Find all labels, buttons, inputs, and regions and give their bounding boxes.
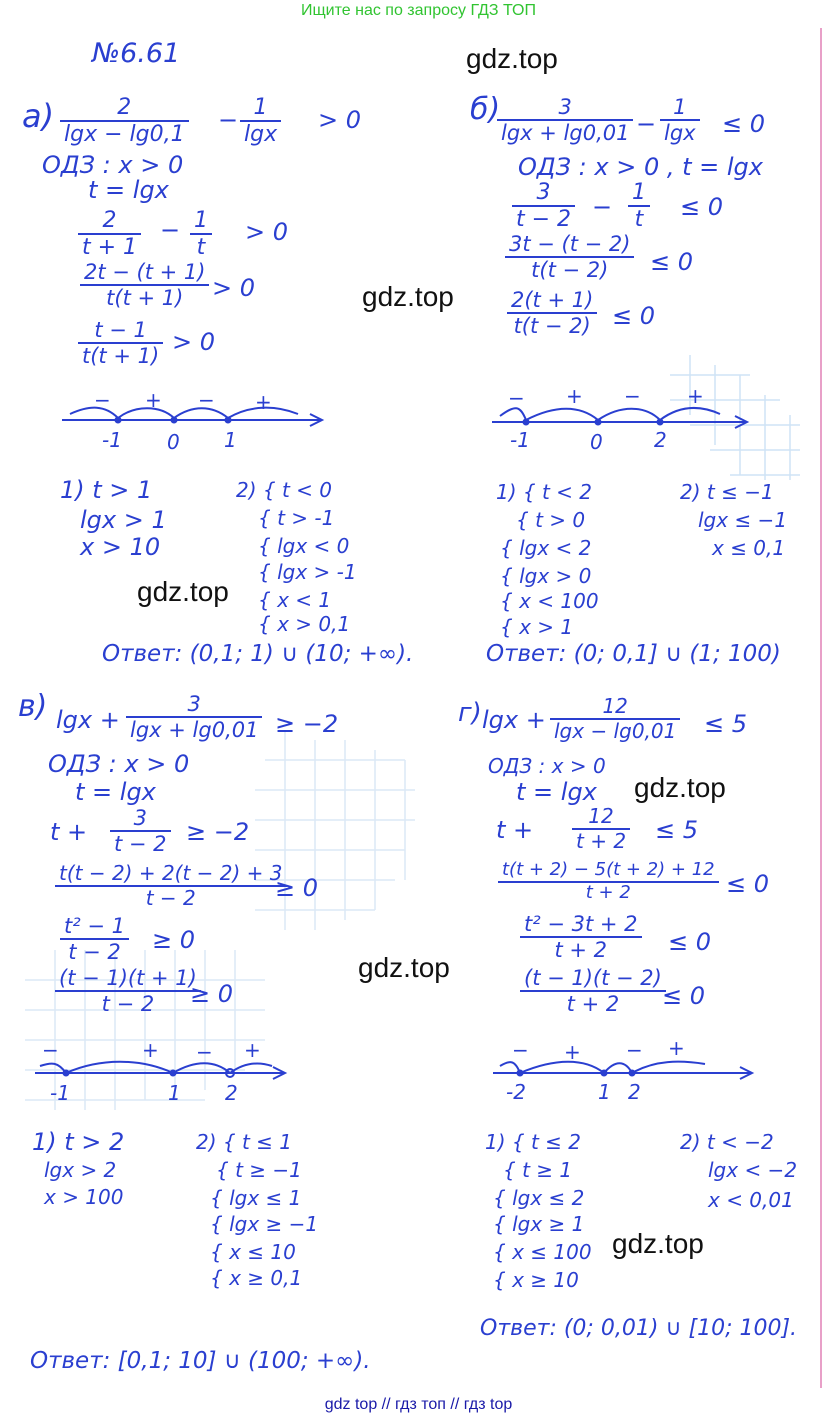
part-a-point-3: 1 [224, 428, 237, 452]
part-b-case2-line-3: x ≤ 0,1 [712, 536, 786, 560]
part-v-case2-line-4: { lgx ≥ −1 [210, 1212, 319, 1236]
part-v-substitution: t = lgx [75, 778, 156, 806]
part-b-sign-2: + [566, 384, 583, 408]
part-a-odz: ОДЗ : x > 0 [42, 151, 184, 179]
part-a-case2-line-4: { lgx > -1 [258, 560, 357, 584]
part-b-step1-fraction-2: 1 t [628, 180, 650, 233]
part-v-step1-tail: ≥ −2 [186, 818, 250, 846]
part-b-step2-fraction: 3t − (t − 2) t(t − 2) [505, 232, 634, 282]
part-b-case1-line-3: { lgx < 2 [500, 536, 592, 560]
part-v-fraction: 3 lgx + lg0,01 [126, 692, 262, 742]
part-a-case2-line-3: { lgx < 0 [258, 534, 350, 558]
part-g-step2-fraction: t(t + 2) − 5(t + 2) + 12 t + 2 [498, 860, 719, 903]
part-v-sign-1: − [42, 1038, 59, 1062]
part-b-minus: − [636, 110, 657, 138]
part-b-answer: Ответ: (0; 0,1] ∪ (1; 100) [486, 641, 781, 667]
part-v-step4-fraction: (t − 1)(t + 1) t − 2 [55, 966, 201, 1016]
part-a-step2-fraction: 2t − (t + 1) t(t + 1) [80, 260, 209, 310]
search-hint-link[interactable]: Ищите нас по запросу ГДЗ ТОП [301, 2, 536, 19]
part-v-step1-fraction: 3 t − 2 [110, 806, 171, 856]
part-g-step3-fraction: t² − 3t + 2 t + 2 [520, 912, 642, 962]
part-b-step2-tail: ≤ 0 [650, 248, 694, 276]
part-v-lead: lgx + [56, 706, 120, 734]
part-v-step1-lead: t + [50, 818, 88, 846]
part-g-case1-line-6: { x ≥ 10 [493, 1268, 579, 1292]
part-g-step4-fraction: (t − 1)(t − 2) t + 2 [520, 966, 666, 1016]
part-v-answer: Ответ: [0,1; 10] ∪ (100; +∞). [30, 1348, 371, 1374]
watermark: gdz.top [466, 43, 558, 74]
watermark: gdz.top [358, 952, 450, 983]
part-b-sign-1: − [508, 386, 525, 410]
part-g-substitution: t = lgx [516, 778, 597, 806]
part-b-step1-minus: − [592, 193, 613, 221]
part-g-point-2: 1 [598, 1080, 611, 1104]
part-a-case1-line-1: 1) t > 1 [60, 476, 153, 504]
watermark: gdz.top [634, 772, 726, 803]
part-g-case2-line-1: 2) t < −2 [680, 1130, 774, 1154]
part-b-odz: ОДЗ : x > 0 , t = lgx [518, 153, 763, 181]
footer-links [0, 1396, 837, 1414]
part-g-lead: lgx + [482, 706, 546, 734]
part-v-step2-fraction: t(t − 2) + 2(t − 2) + 3 t − 2 [55, 862, 287, 910]
part-g-answer: Ответ: (0; 0,01) ∪ [10; 100]. [480, 1316, 798, 1341]
part-a-fraction-2: 1 lgx [240, 95, 281, 148]
part-g-odz: ОДЗ : x > 0 [488, 754, 606, 778]
part-v-step4-tail: ≥ 0 [190, 980, 234, 1008]
part-b-case1-line-6: { x > 1 [500, 615, 574, 639]
part-a-case2-line-5: { x < 1 [258, 588, 332, 612]
part-v-sign-2: + [142, 1038, 159, 1062]
part-g-sign-2: + [564, 1040, 581, 1064]
part-b-fraction-2: 1 lgx [660, 95, 700, 145]
part-v-label: в) [18, 689, 48, 724]
part-g-sign-4: + [668, 1036, 685, 1060]
part-b-step1-fraction-1: 3 t − 2 [512, 180, 575, 233]
part-g-inequality-tail: ≤ 5 [704, 710, 748, 738]
part-a-point-2: 0 [167, 430, 180, 454]
part-v-case2-line-6: { x ≥ 0,1 [210, 1266, 303, 1290]
part-a-fraction-1: 2 lgx − lg0,1 [60, 95, 189, 148]
part-a-label: а) [22, 97, 55, 135]
part-b-sign-3: − [624, 384, 641, 408]
part-v-point-2: 1 [168, 1081, 181, 1105]
part-g-step1-tail: ≤ 5 [655, 816, 699, 844]
part-a-minus: − [218, 106, 239, 134]
part-b-point-1: -1 [510, 428, 530, 452]
part-b-case2-line-1: 2) t ≤ −1 [680, 480, 774, 504]
part-a-inequality-tail: > 0 [318, 106, 362, 134]
part-g-point-3: 2 [628, 1080, 641, 1104]
part-v-inequality-tail: ≥ −2 [275, 710, 339, 738]
part-a-sign-3: − [198, 388, 215, 412]
part-g-case1-line-3: { lgx ≤ 2 [493, 1186, 585, 1210]
part-v-case2-line-5: { x ≤ 10 [210, 1240, 296, 1264]
part-g-label: г) [458, 698, 482, 728]
part-v-case2-line-2: { t ≥ −1 [216, 1158, 302, 1182]
part-g-step1-fraction: 12 t + 2 [572, 805, 630, 853]
part-v-sign-4: + [244, 1038, 261, 1062]
part-a-sign-2: + [145, 388, 162, 412]
part-v-odz: ОДЗ : x > 0 [48, 750, 190, 778]
footer-separator: // [381, 1396, 391, 1413]
footer-link-1[interactable]: gdz top [324, 1396, 378, 1413]
problem-number: №6.61 [92, 38, 181, 69]
part-g-step1-lead: t + [496, 816, 534, 844]
part-g-case1-line-5: { x ≤ 100 [493, 1240, 592, 1264]
part-b-case2-line-2: lgx ≤ −1 [698, 508, 788, 532]
part-b-point-2: 0 [590, 430, 603, 454]
part-a-step1-minus: − [160, 216, 181, 244]
watermark: gdz.top [137, 576, 229, 607]
part-g-case1-line-4: { lgx ≥ 1 [493, 1212, 585, 1236]
part-g-case1-line-1: 1) { t ≤ 2 [485, 1130, 582, 1154]
part-g-sign-3: − [626, 1038, 643, 1062]
part-b-case1-line-1: 1) { t < 2 [496, 480, 593, 504]
part-b-sign-4: + [687, 384, 704, 408]
part-b-fraction-1: 3 lgx + lg0,01 [497, 95, 633, 145]
part-a-point-1: -1 [102, 428, 122, 452]
footer-separator: // [450, 1396, 460, 1413]
part-b-case1-line-2: { t > 0 [516, 508, 586, 532]
part-a-case2-line-6: { x > 0,1 [258, 612, 351, 636]
part-g-case2-line-3: x < 0,01 [708, 1188, 794, 1212]
part-v-case1-line-2: lgx > 2 [44, 1158, 117, 1182]
part-b-inequality-tail: ≤ 0 [722, 110, 766, 138]
part-v-case1-line-1: 1) t > 2 [32, 1128, 125, 1156]
part-a-case2-line-1: 2) { t < 0 [236, 478, 333, 502]
part-a-answer: Ответ: (0,1; 1) ∪ (10; +∞). [102, 641, 414, 667]
part-v-case2-line-1: 2) { t ≤ 1 [196, 1130, 293, 1154]
part-g-case1-line-2: { t ≥ 1 [503, 1158, 573, 1182]
part-b-step3-fraction: 2(t + 1) t(t − 2) [507, 288, 597, 338]
part-g-step3-tail: ≤ 0 [668, 928, 712, 956]
footer-link-3[interactable]: гдз top [463, 1396, 513, 1413]
part-g-point-1: -2 [506, 1080, 526, 1104]
part-a-step1-fraction-1: 2 t + 1 [78, 208, 141, 261]
part-a-substitution: t = lgx [88, 176, 169, 204]
part-a-step1-fraction-2: 1 t [190, 208, 212, 261]
part-a-step3-fraction: t − 1 t(t + 1) [78, 318, 163, 368]
footer-link-2[interactable]: гдз топ [395, 1396, 446, 1413]
part-v-case1-line-3: x > 100 [44, 1185, 124, 1209]
part-g-case2-line-2: lgx < −2 [708, 1158, 798, 1182]
watermark: gdz.top [362, 281, 454, 312]
part-a-case1-line-3: x > 10 [80, 533, 161, 561]
part-b-step3-tail: ≤ 0 [612, 302, 656, 330]
part-a-step3-tail: > 0 [172, 328, 216, 356]
part-v-sign-3: − [196, 1040, 213, 1064]
part-b-step1-tail: ≤ 0 [680, 193, 724, 221]
watermark: gdz.top [612, 1228, 704, 1259]
part-v-step3-fraction: t² − 1 t − 2 [60, 914, 129, 964]
part-b-label: б) [470, 92, 501, 127]
part-v-step2-tail: ≥ 0 [275, 874, 319, 902]
part-a-step2-tail: > 0 [212, 274, 256, 302]
part-b-case1-line-4: { lgx > 0 [500, 564, 592, 588]
part-g-sign-1: − [512, 1038, 529, 1062]
part-a-case1-line-2: lgx > 1 [80, 506, 167, 534]
part-g-step2-tail: ≤ 0 [726, 870, 770, 898]
part-v-case2-line-3: { lgx ≤ 1 [210, 1186, 302, 1210]
part-v-step3-tail: ≥ 0 [152, 926, 196, 954]
part-a-step1-tail: > 0 [245, 218, 289, 246]
part-a-case2-line-2: { t > -1 [258, 506, 335, 530]
part-g-fraction: 12 lgx − lg0,01 [550, 695, 680, 743]
part-b-point-3: 2 [654, 428, 667, 452]
part-b-case1-line-5: { x < 100 [500, 589, 599, 613]
part-a-sign-4: + [255, 390, 272, 414]
part-v-point-1: -1 [50, 1081, 70, 1105]
part-g-step4-tail: ≤ 0 [662, 982, 706, 1010]
part-a-sign-1: − [94, 388, 111, 412]
part-v-point-3: 2 [225, 1081, 238, 1105]
